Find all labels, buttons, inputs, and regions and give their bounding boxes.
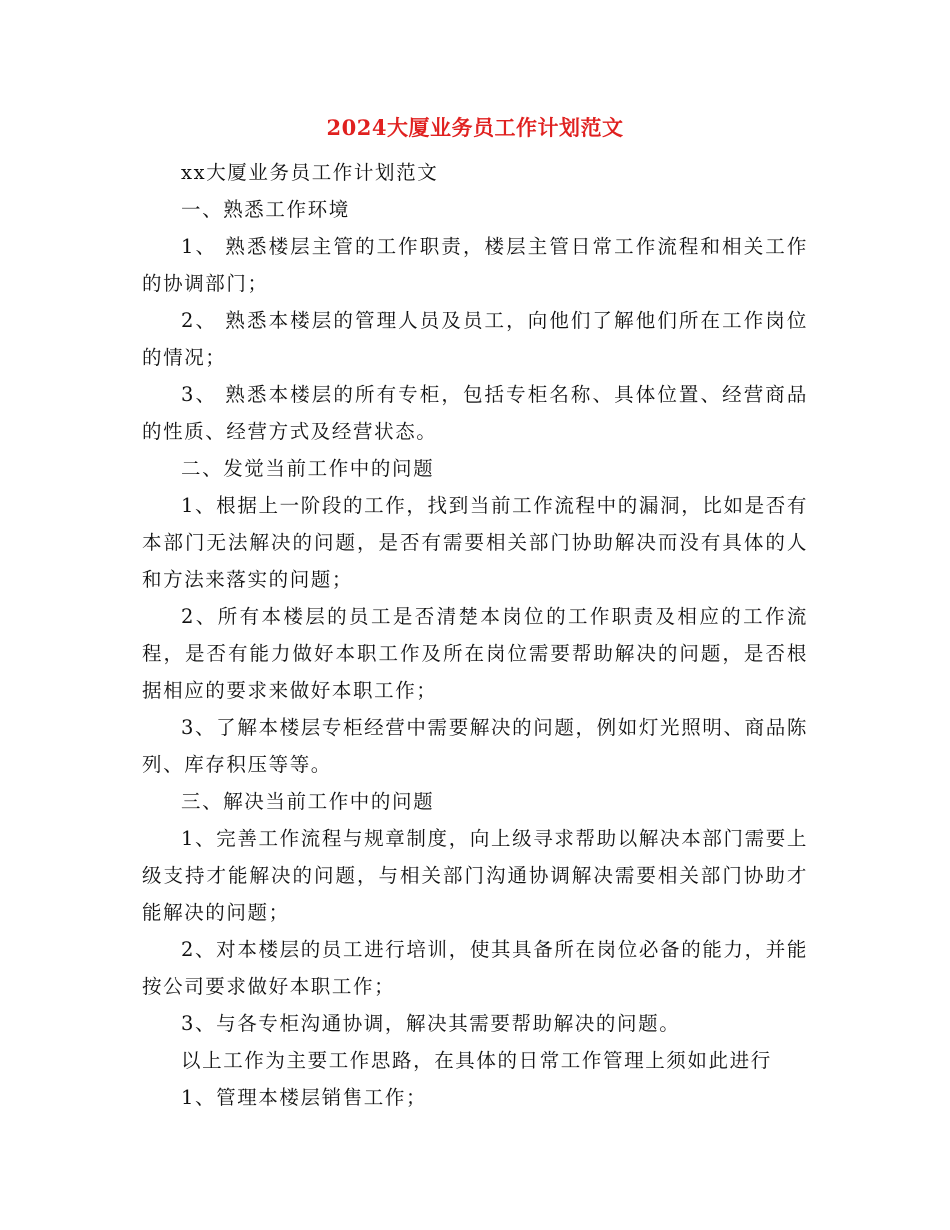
paragraph: 3、 熟悉本楼层的所有专柜，包括专柜名称、具体位置、经营商品的性质、经营方式及经营状态。 [142,383,808,443]
document-body [142,154,808,1116]
paragraph: 2、 熟悉本楼层的管理人员及员工，向他们了解他们所在工作岗位的情况； [142,309,808,369]
section-heading: 一、熟悉工作环境 [181,198,350,221]
paragraph: 1、 熟悉楼层主管的工作职责，楼层主管日常工作流程和相关工作的协调部门； [142,235,808,295]
paragraph: 1、完善工作流程与规章制度，向上级寻求帮助以解决本部门需要上级支持才能解决的问题，与相关部门沟通协调解决需要相关部门协助才能解决的问题； [142,827,808,924]
paragraph: 2、所有本楼层的员工是否清楚本岗位的工作职责及相应的工作流程，是否有能力做好本职工作及所在岗位需要帮助解决的问题，是否根据相应的要求来做好本职工作； [142,605,808,702]
section-heading: 二、发觉当前工作中的问题 [181,457,435,480]
paragraph: 1、根据上一阶段的工作，找到当前工作流程中的漏洞，比如是否有本部门无法解决的问题，是否有需要相关部门协助解决而没有具体的人和方法来落实的问题； [142,494,808,591]
document-title: 2024大厦业务员工作计划范文 [326,115,624,140]
section-heading: 三、解决当前工作中的问题 [181,790,435,813]
paragraph: 1、管理本楼层销售工作； [181,1086,428,1109]
paragraph: xx大厦业务员工作计划范文 [181,161,439,184]
paragraph: 以上工作为主要工作思路，在具体的日常工作管理上须如此进行 [181,1049,772,1072]
paragraph: 3、了解本楼层专柜经营中需要解决的问题，例如灯光照明、商品陈列、库存积压等等。 [142,716,808,776]
paragraph: 2、对本楼层的员工进行培训，使其具备所在岗位必备的能力，并能按公司要求做好本职工作； [142,938,808,998]
paragraph: 3、与各专柜沟通协调，解决其需要帮助解决的问题。 [181,1012,681,1035]
